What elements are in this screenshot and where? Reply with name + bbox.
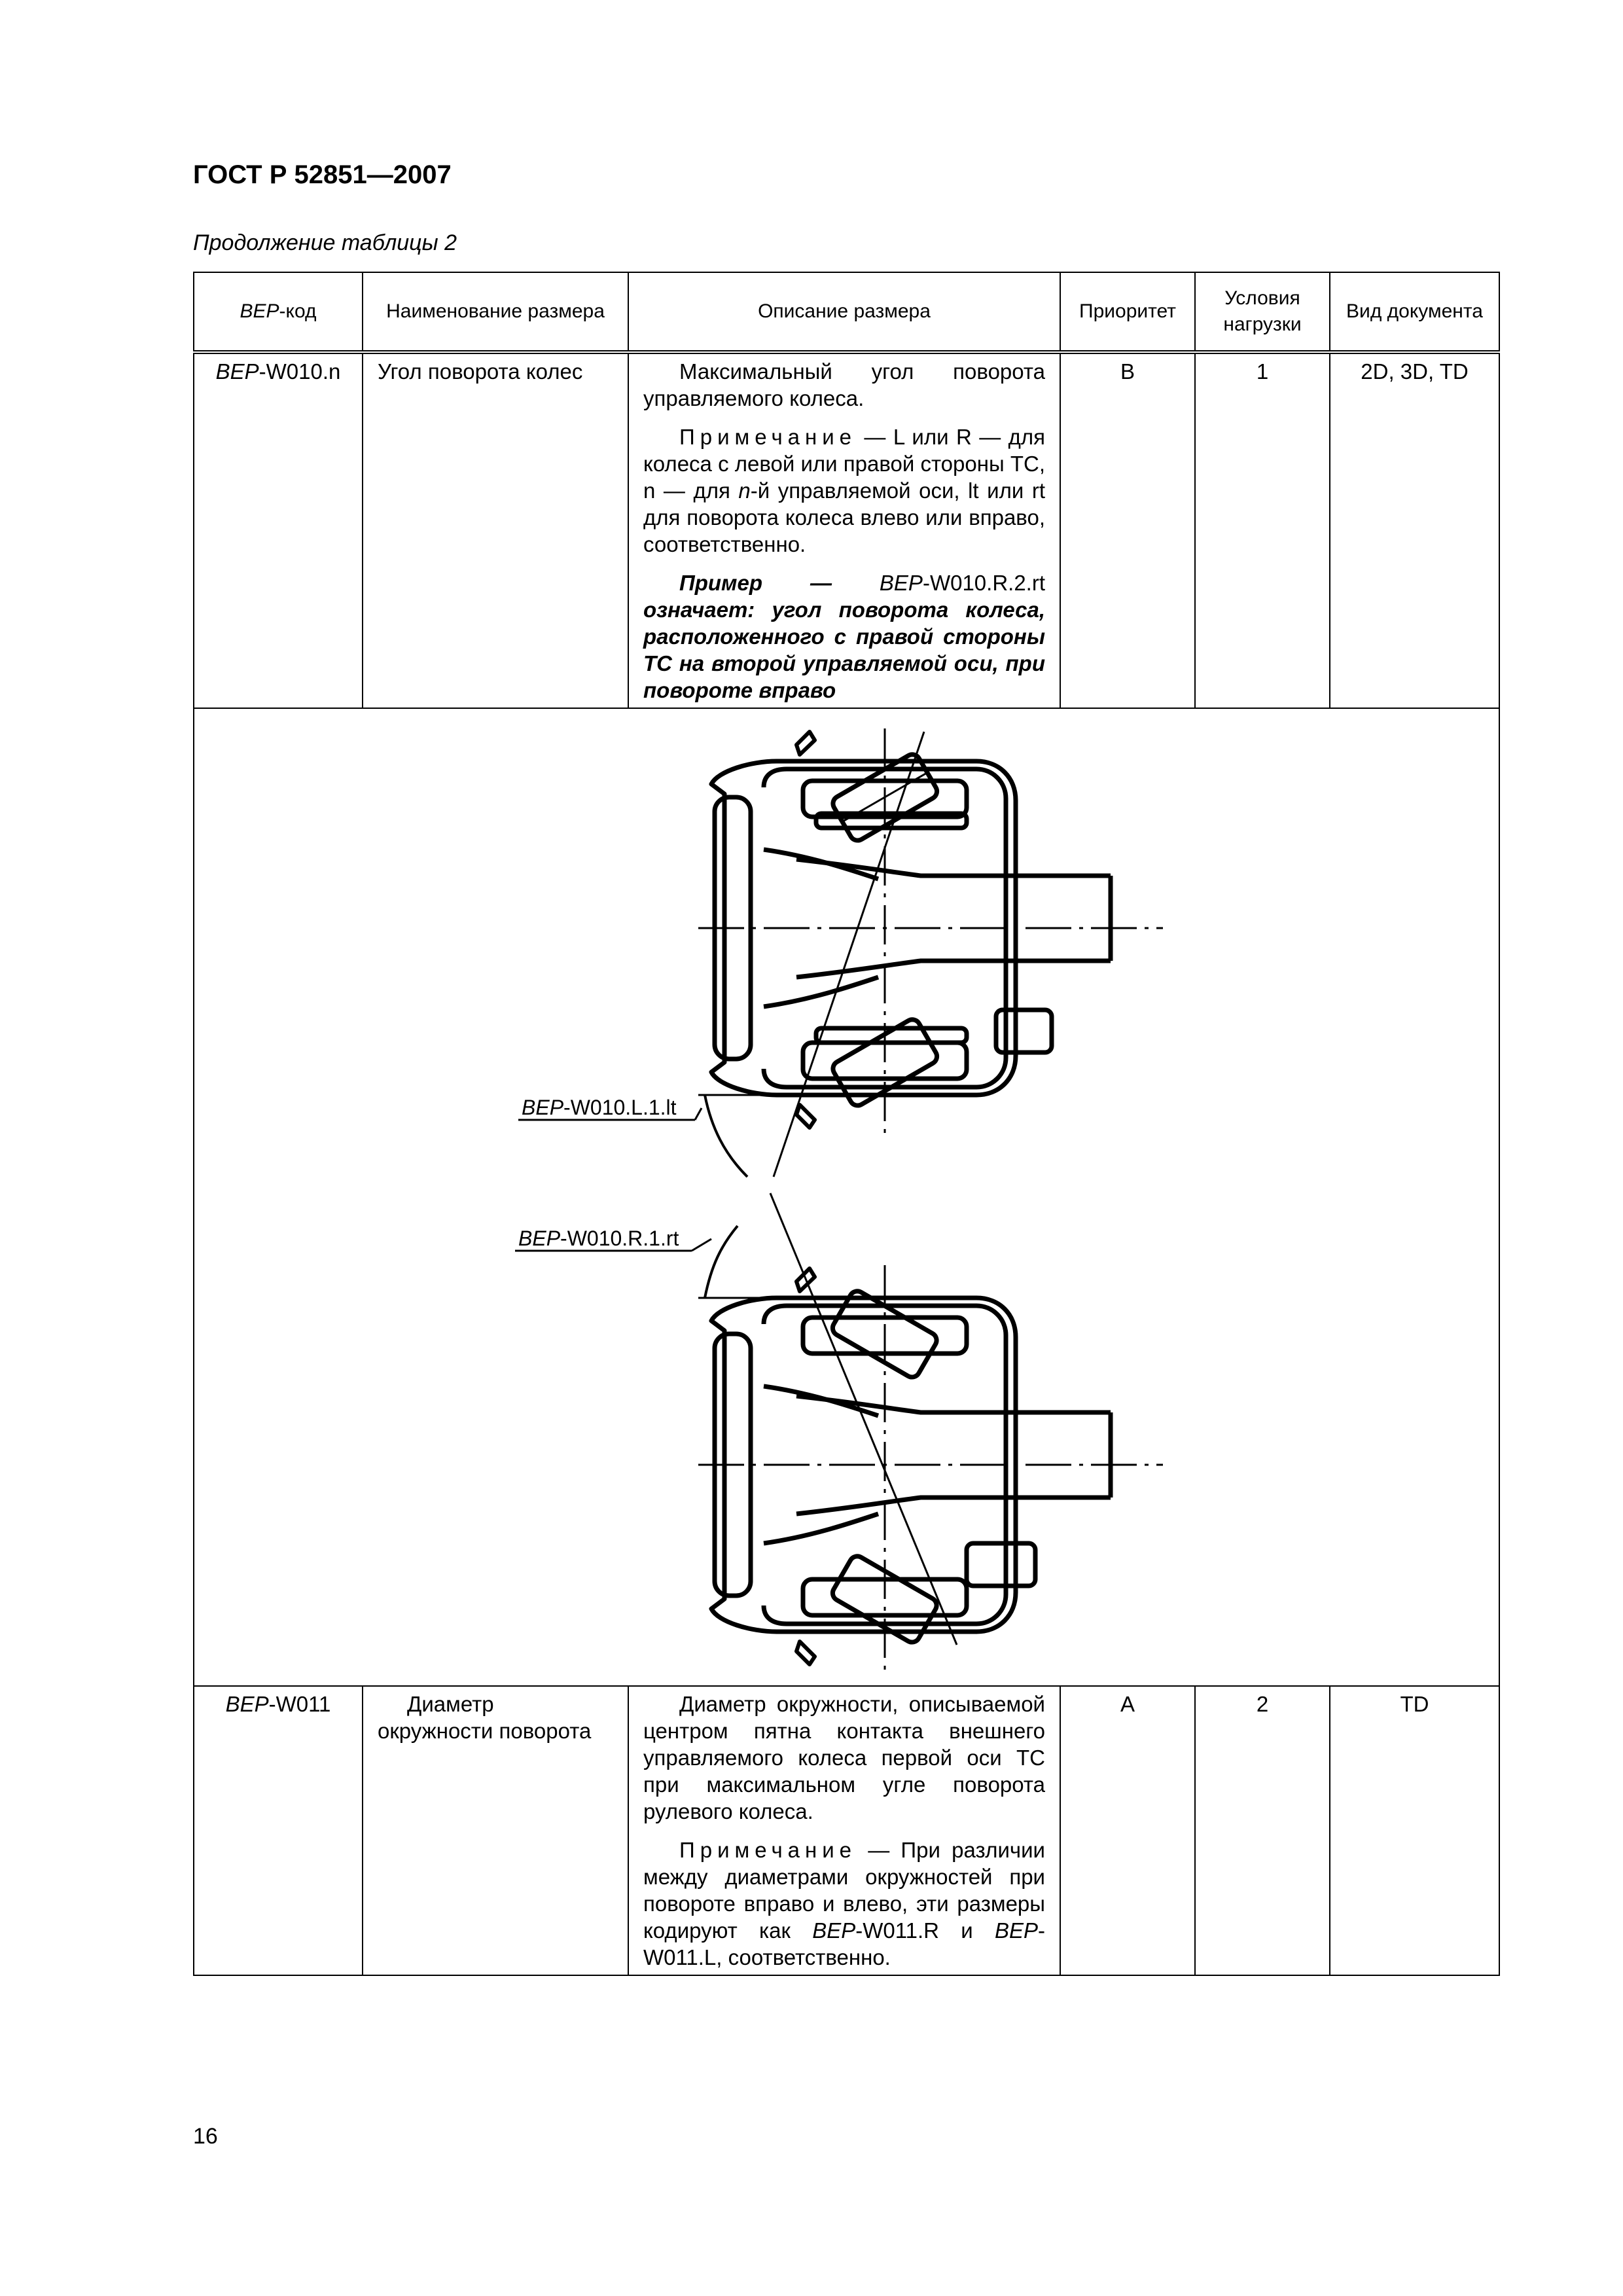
figure-cell: [194, 708, 1499, 1686]
row1-desc-main: Максимальный угол поворота управляемого колеса.: [643, 359, 1045, 410]
wheel-turn-angle-figure: [194, 709, 1500, 1677]
row1-example: Пример — BEP-W010.R.2.rt означает: угол поворота колеса, расположенного с правой стороны ТС на второй управляемой оси, при повороте вправо: [643, 571, 1045, 702]
angle-label-left-lt: [518, 1096, 702, 1120]
row1-doc-type: 2D, 3D, TD: [1330, 352, 1499, 708]
bottom-axle-assembly: [711, 1268, 1111, 1664]
page-number: 16: [193, 2124, 218, 2149]
row1-priority: B: [1060, 352, 1195, 708]
angle-label-right-rt: [515, 1227, 711, 1251]
svg-text:BEP-W010.R.1.rt: BEP-W010.R.1.rt: [518, 1227, 679, 1250]
row2-name: Диаметр окружности поворота: [363, 1686, 628, 1975]
row1-load: 1: [1195, 352, 1330, 708]
row2-priority: A: [1060, 1686, 1195, 1975]
figure-row: [194, 708, 1499, 1686]
row2-note: Примечание — При различии между диаметрами окружностей при повороте вправо и влево, эти размеры кодируют как BEP-W011.R и BEP-W011.L, соответственно.: [643, 1838, 1045, 1969]
row1-name: Угол поворота колес: [363, 352, 628, 708]
svg-text:BEP-W010.L.1.lt: BEP-W010.L.1.lt: [522, 1096, 677, 1119]
top-axle-assembly: [711, 732, 1111, 1128]
document-header: ГОСТ Р 52851—2007: [193, 160, 452, 189]
table-row: [194, 1686, 1499, 1975]
row2-desc-main: Диаметр окружности, описываемой центром пятна контакта внешнего управляемого колеса первой оси ТС при максимальном угле поворота рулевого колеса.: [643, 1692, 1045, 1823]
table-header-row: [194, 272, 1499, 352]
spec-table: [193, 272, 1500, 1976]
col-header-load: Условия нагрузки: [1195, 272, 1330, 352]
row2-doc-type: TD: [1330, 1686, 1499, 1975]
table-caption: Продолжение таблицы 2: [193, 230, 457, 255]
row2-description: [628, 1686, 1060, 1975]
row1-code: BEP-W010.n: [194, 352, 363, 708]
row1-description: [628, 352, 1060, 708]
col-header-name: Наименование размера: [363, 272, 628, 352]
col-header-priority: Приоритет: [1060, 272, 1195, 352]
col-header-doc-type: Вид документа: [1330, 272, 1499, 352]
table-row: [194, 352, 1499, 708]
row2-code: BEP-W011: [194, 1686, 363, 1975]
row1-note: Примечание — L или R — для колеса с левой или правой стороны ТС, n — для n-й управляемой оси, lt или rt для поворота колеса влево или вправо, соответственно.: [643, 425, 1046, 556]
row2-load: 2: [1195, 1686, 1330, 1975]
col-header-description: Описание размера: [628, 272, 1060, 352]
col-header-code: BEP-код: [194, 272, 363, 352]
